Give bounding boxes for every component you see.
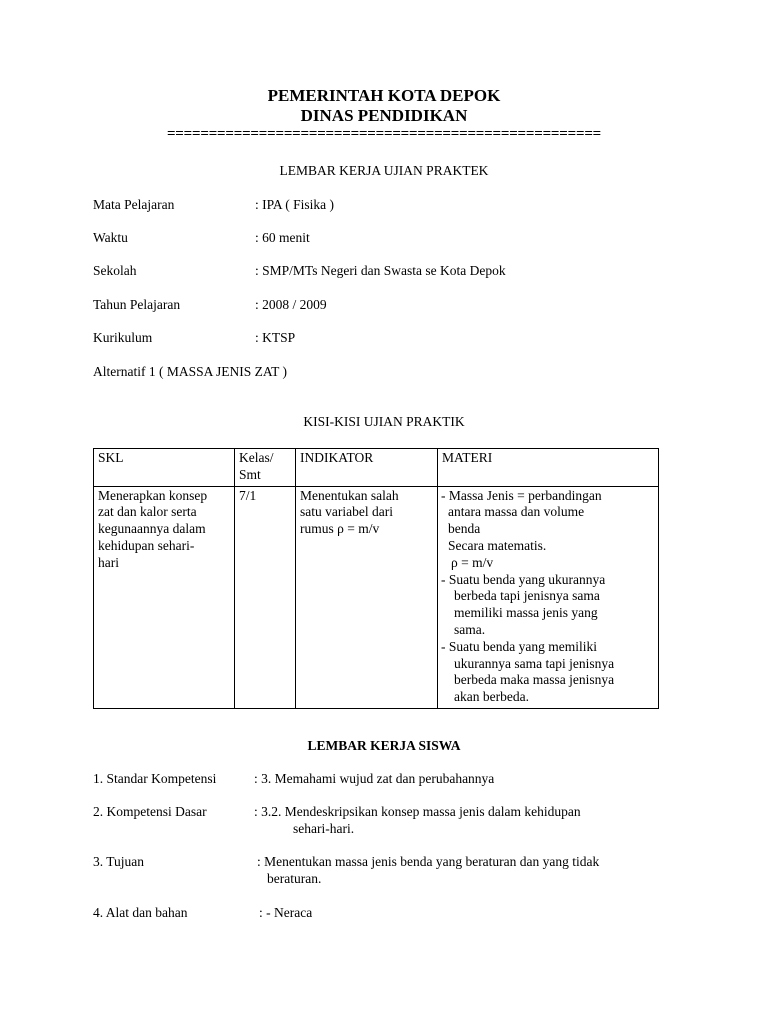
lks-label-competence: 2. Kompetensi Dasar (93, 804, 207, 819)
info-label-time: Waktu (93, 230, 128, 245)
lks-value-competence-cont: sehari-hari. (293, 821, 355, 836)
info-value-year: : 2008 / 2009 (255, 297, 327, 312)
cell-skl: Menerapkan konsep zat dan kalor serta kegunaannya dalam kehidupan sehari- hari (94, 486, 235, 708)
lks-value-goal-cont: beraturan. (267, 871, 322, 886)
header-department: DINAS PENDIDIKAN (300, 106, 468, 125)
cell-kelas: 7/1 (235, 486, 296, 708)
table-header-row (94, 449, 659, 487)
header-materi: MATERI (438, 449, 659, 487)
kisi-title: KISI-KISI UJIAN PRAKTIK (303, 414, 465, 429)
header-government: PEMERINTAH KOTA DEPOK (267, 86, 501, 105)
header-skl: SKL (94, 449, 235, 487)
kisi-table (93, 448, 659, 709)
lks-value-standard: : 3. Memahami wujud zat dan perubahannya (254, 771, 495, 786)
header-kelas: Kelas/ Smt (235, 449, 296, 487)
info-label-subject: Mata Pelajaran (93, 197, 175, 212)
info-value-subject: : IPA ( Fisika ) (255, 197, 335, 212)
info-label-curriculum: Kurikulum (93, 330, 153, 345)
lks-title: LEMBAR KERJA SISWA (307, 738, 461, 753)
info-value-time: : 60 menit (255, 230, 310, 245)
lks-value-competence: : 3.2. Mendeskripsikan konsep massa jenis dalam kehidupan (254, 804, 581, 819)
header-indikator: INDIKATOR (296, 449, 438, 487)
info-value-school: : SMP/MTs Negeri dan Swasta se Kota Depok (255, 263, 506, 278)
document-title: LEMBAR KERJA UJIAN PRAKTEK (279, 163, 489, 178)
lks-label-goal: 3. Tujuan (93, 854, 145, 869)
cell-materi: - Massa Jenis = perbandingan antara massa dan volume benda Secara matematis. ρ = m/v - Suatu benda yang ukurannya berbeda tapi jenisnya sama memiliki massa jenis yang sama. - Suatu benda yang memiliki ukurannya sama tapi jenisnya berbeda maka massa jenisnya akan berbeda. (438, 486, 659, 708)
lks-value-tools: : - Neraca (259, 905, 313, 920)
info-label-school: Sekolah (93, 263, 137, 278)
lks-label-standard: 1. Standar Kompetensi (93, 771, 217, 786)
info-label-year: Tahun Pelajaran (93, 297, 181, 312)
info-value-curriculum: : KTSP (255, 330, 296, 345)
lks-value-goal: : Menentukan massa jenis benda yang beraturan dan yang tidak (257, 854, 600, 869)
cell-indikator: Menentukan salah satu variabel dari rumus ρ = m/v (296, 486, 438, 708)
alternative-title: Alternatif 1 ( MASSA JENIS ZAT ) (93, 364, 287, 379)
table-row (94, 486, 659, 708)
header-rule: ==================================================== (166, 126, 602, 142)
lks-label-tools: 4. Alat dan bahan (93, 905, 188, 920)
